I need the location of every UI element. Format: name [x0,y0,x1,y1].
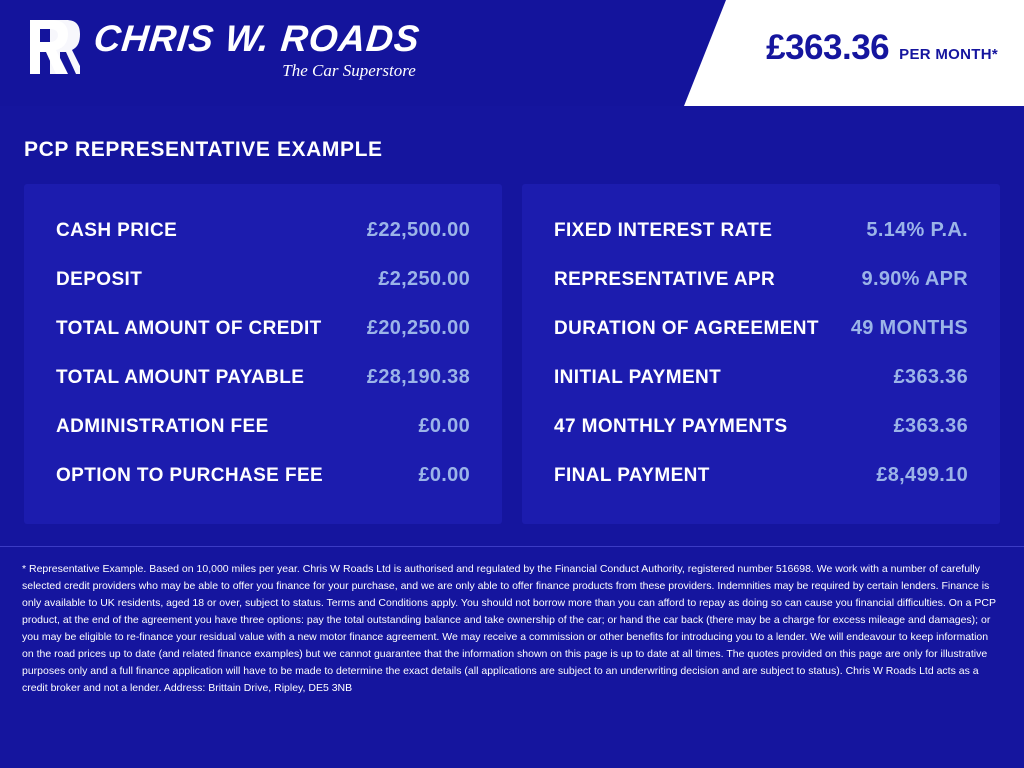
row-label: TOTAL AMOUNT OF CREDIT [56,318,322,339]
row-value: £363.36 [893,415,968,437]
row-value: 49 MONTHS [850,317,968,339]
rr-monogram-icon [26,16,80,78]
row-label: TOTAL AMOUNT PAYABLE [56,367,305,388]
table-row [548,451,974,500]
row-value: 9.90% APR [861,268,968,290]
table-row [50,304,476,353]
table-row [548,353,974,402]
table-row [548,255,974,304]
row-label: FIXED INTEREST RATE [554,220,773,241]
table-row [50,206,476,255]
finance-details-panels [24,184,1000,524]
row-label: DURATION OF AGREEMENT [554,318,819,339]
brand-tagline: The Car Superstore [282,60,416,80]
row-value: £0.00 [418,415,470,437]
row-value: £28,190.38 [366,366,470,388]
monthly-price-value: £363.36 [766,28,890,67]
row-label: REPRESENTATIVE APR [554,269,776,290]
monthly-price-block [766,28,998,68]
page-title: PCP REPRESENTATIVE EXAMPLE [24,138,383,161]
row-value: £2,250.00 [378,268,470,290]
row-label: 47 MONTHLY PAYMENTS [554,416,788,437]
disclaimer-text: * Representative Example. Based on 10,000 miles per year. Chris W Roads Ltd is authorised and regulated by the Financial Conduct Authority, registered number 516698. We work with a number of carefully selected credit providers who may be able to offer you finance for your purchase, and we are only able to offer finance products from these providers. Indemnities may be required by certain lenders. Finance is only available to UK residents, aged 18 or over, subject to status. Terms and Conditions apply. You should not borrow more than you can afford to repay as doing so can cause you financial difficulties. On a PCP product, at the end of the agreement you have three options: pay the total outstanding balance and take ownership of the car; or hand the car back (there may be a charge for excess mileage and damages); or you may be eligible to re-finance your residual value with a new motor finance agreement. We may receive a commission or other benefits for introducing you to a lender. We will endeavour to keep information on the road prices up to date (and related finance examples) but we cannot guarantee that the information shown on this page is up to date at all times. The quotes provided on this page are only for illustrative purposes only and a full finance application will have to be made to determine the exact details (all applications are subject to an underwriting decision and are subject to status). Chris W Roads Ltd acts as a credit broker and not a lender. Address: Brittain Drive, Ripley, DE5 3NB [22,563,996,694]
row-value: £22,500.00 [366,219,470,241]
table-row [50,402,476,451]
monthly-price-period: PER MONTH* [899,46,998,63]
row-label: ADMINISTRATION FEE [56,416,269,437]
table-row [50,451,476,500]
divider [0,546,1024,547]
brand-name: CHRIS W. ROADS [91,18,423,59]
finance-panel-right [522,184,1000,524]
table-row [50,353,476,402]
row-value: 5.14% P.A. [866,219,968,241]
table-row [548,304,974,353]
table-row [548,402,974,451]
row-label: OPTION TO PURCHASE FEE [56,465,324,486]
row-value: £363.36 [893,366,968,388]
page-header [0,0,1024,106]
row-value: £0.00 [418,464,470,486]
table-row [50,255,476,304]
brand-logo[interactable] [26,16,423,81]
row-value: £8,499.10 [876,464,968,486]
row-value: £20,250.00 [366,317,470,339]
finance-panel-left [24,184,502,524]
row-label: DEPOSIT [56,269,143,290]
table-row [548,206,974,255]
row-label: FINAL PAYMENT [554,465,710,486]
row-label: INITIAL PAYMENT [554,367,722,388]
row-label: CASH PRICE [56,220,178,241]
